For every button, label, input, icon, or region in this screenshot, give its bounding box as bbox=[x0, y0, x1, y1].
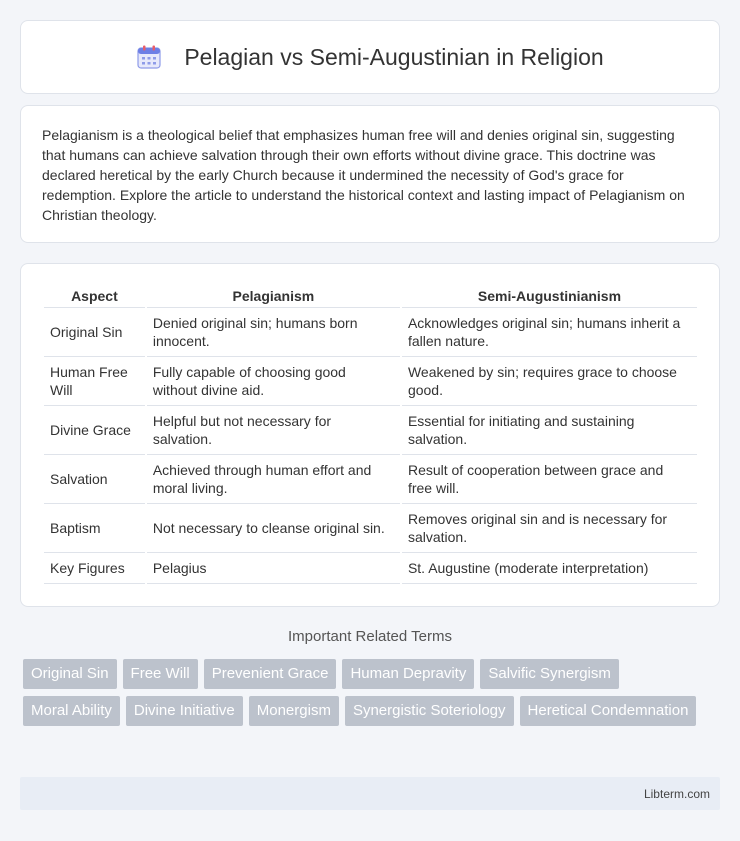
comparison-table bbox=[42, 284, 699, 584]
cell-pelagianism: Denied original sin; humans born innocent. bbox=[147, 308, 400, 357]
column-header-pelagianism: Pelagianism bbox=[147, 284, 400, 308]
comparison-table-card bbox=[20, 263, 720, 607]
intro-paragraph: Pelagianism is a theological belief that emphasizes human free will and denies original sin, suggesting that humans can achieve salvation through their own efforts without divine grace. This doctrine was declared heretical by the early Church because it undermined the necessity of God's grace for redemption. Explore the article to understand the historical context and lasting impact of Pelagianism on Christian theology. bbox=[42, 127, 685, 223]
cell-aspect: Human Free Will bbox=[44, 357, 145, 406]
column-header-aspect: Aspect bbox=[44, 284, 145, 308]
intro-card bbox=[20, 105, 720, 243]
related-term-tag[interactable]: Moral Ability bbox=[23, 696, 120, 726]
related-term-tag[interactable]: Salvific Synergism bbox=[480, 659, 619, 689]
cell-pelagianism: Pelagius bbox=[147, 553, 400, 584]
table-header-row bbox=[44, 284, 697, 308]
page-title: Pelagian vs Semi-Augustinian in Religion bbox=[184, 43, 604, 70]
footer-site-link[interactable]: Libterm.com bbox=[643, 787, 710, 801]
cell-semi-augustinianism: St. Augustine (moderate interpretation) bbox=[402, 553, 697, 584]
cell-pelagianism: Not necessary to cleanse original sin. bbox=[147, 504, 400, 553]
related-term-tag[interactable]: Synergistic Soteriology bbox=[345, 696, 514, 726]
table-row bbox=[44, 504, 697, 553]
related-terms-list bbox=[23, 659, 723, 733]
cell-aspect: Divine Grace bbox=[44, 406, 145, 455]
cell-semi-augustinianism: Removes original sin and is necessary for salvation. bbox=[402, 504, 697, 553]
cell-semi-augustinianism: Weakened by sin; requires grace to choose good. bbox=[402, 357, 697, 406]
table-row bbox=[44, 357, 697, 406]
related-term-tag[interactable]: Prevenient Grace bbox=[204, 659, 337, 689]
table-row bbox=[44, 308, 697, 357]
cell-pelagianism: Fully capable of choosing good without divine aid. bbox=[147, 357, 400, 406]
calendar-icon bbox=[136, 44, 162, 70]
cell-pelagianism: Helpful but not necessary for salvation. bbox=[147, 406, 400, 455]
cell-aspect: Baptism bbox=[44, 504, 145, 553]
table-row bbox=[44, 553, 697, 584]
related-terms-title: Important Related Terms bbox=[288, 628, 452, 645]
table-row bbox=[44, 455, 697, 504]
table-row bbox=[44, 406, 697, 455]
cell-aspect: Key Figures bbox=[44, 553, 145, 584]
related-term-tag[interactable]: Free Will bbox=[123, 659, 198, 689]
column-header-semi-augustinianism: Semi-Augustinianism bbox=[402, 284, 697, 308]
cell-aspect: Original Sin bbox=[44, 308, 145, 357]
related-term-tag[interactable]: Divine Initiative bbox=[126, 696, 243, 726]
related-term-tag[interactable]: Original Sin bbox=[23, 659, 117, 689]
cell-aspect: Salvation bbox=[44, 455, 145, 504]
related-term-tag[interactable]: Heretical Condemnation bbox=[520, 696, 697, 726]
cell-semi-augustinianism: Result of cooperation between grace and free will. bbox=[402, 455, 697, 504]
related-term-tag[interactable]: Human Depravity bbox=[342, 659, 474, 689]
cell-semi-augustinianism: Acknowledges original sin; humans inherit a fallen nature. bbox=[402, 308, 697, 357]
title-card bbox=[20, 20, 720, 94]
related-term-tag[interactable]: Monergism bbox=[249, 696, 339, 726]
footer bbox=[20, 777, 720, 810]
cell-semi-augustinianism: Essential for initiating and sustaining salvation. bbox=[402, 406, 697, 455]
cell-pelagianism: Achieved through human effort and moral living. bbox=[147, 455, 400, 504]
